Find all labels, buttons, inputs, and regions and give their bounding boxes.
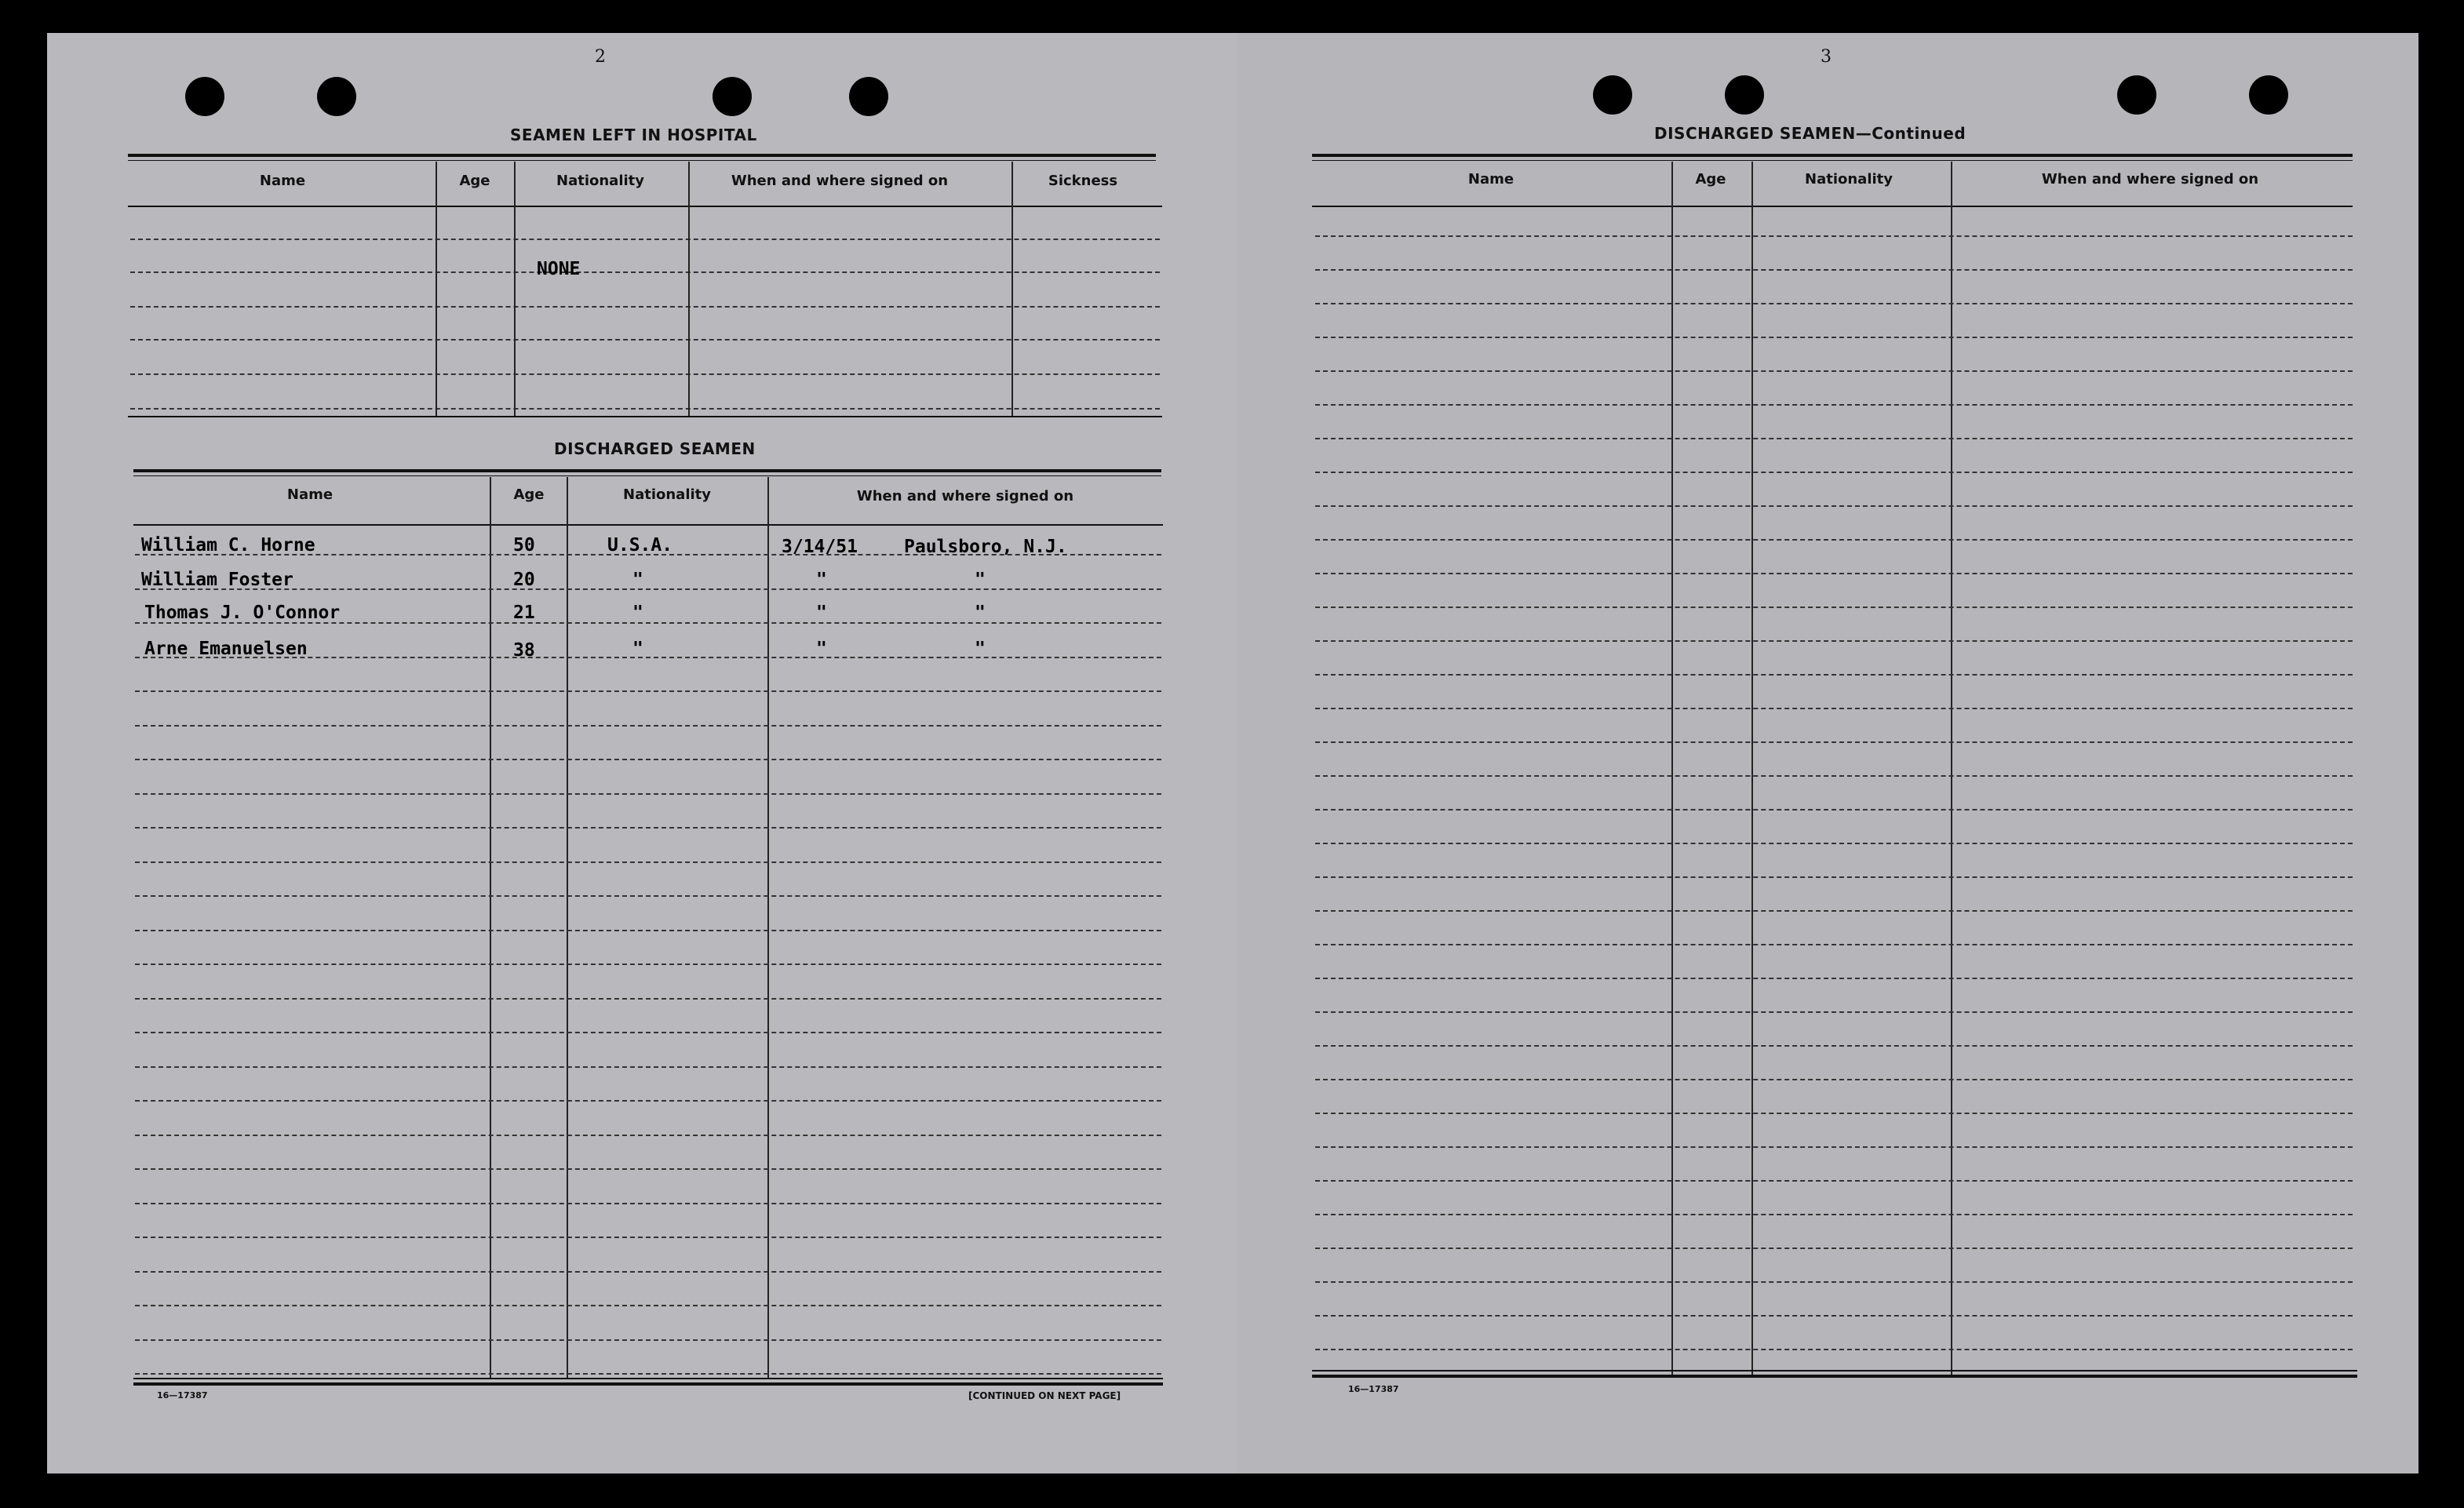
entry-line <box>1315 1315 2353 1317</box>
entry-line <box>135 1135 1161 1136</box>
entry-line <box>1315 539 2353 541</box>
entry-line <box>135 930 1161 931</box>
entry-line <box>1315 910 2353 912</box>
right-page <box>1237 33 2418 1473</box>
header-rule <box>1312 206 2353 207</box>
entry-line <box>1315 1079 2353 1080</box>
entry-line <box>130 373 1160 375</box>
col-header-signed-on: When and where signed on <box>856 488 1074 504</box>
seaman-age: 21 <box>513 603 535 623</box>
entry-line <box>135 1066 1161 1068</box>
entry-line <box>135 895 1161 897</box>
seaman-signed-place: " <box>975 639 986 659</box>
col-header-nationality: Nationality <box>623 486 711 503</box>
entry-line <box>130 339 1160 341</box>
seaman-name: William C. Horne <box>141 535 315 555</box>
entry-line <box>1315 337 2353 338</box>
seaman-age: 20 <box>513 570 535 590</box>
col-header-name: Name <box>1467 171 1514 188</box>
entry-line <box>1315 775 2353 777</box>
entry-line <box>1315 606 2353 608</box>
top-rule <box>128 154 1156 157</box>
continued-note: [CONTINUED ON NEXT PAGE] <box>968 1390 1121 1401</box>
entry-line <box>1315 438 2353 439</box>
entry-line <box>1315 741 2353 743</box>
entry-line <box>1315 235 2353 237</box>
col-header-signed-on: When and where signed on <box>2041 171 2259 188</box>
section-bottom-rule <box>128 416 1162 417</box>
header-rule <box>128 206 1162 207</box>
top-rule <box>1312 160 2353 161</box>
seaman-nationality: " <box>632 603 643 623</box>
entry-line <box>1315 843 2353 844</box>
column-divider <box>1751 162 1753 1375</box>
entry-line <box>1315 370 2353 372</box>
entry-line <box>1315 505 2353 507</box>
entry-line <box>135 1032 1161 1033</box>
col-header-nationality: Nationality <box>556 173 644 189</box>
entry-line <box>130 271 1160 273</box>
entry-line <box>135 998 1161 1000</box>
hospital-none-entry: NONE <box>537 259 581 279</box>
entry-line <box>1315 1248 2353 1249</box>
seaman-signed-place: Paulsboro, N.J. <box>904 537 1067 557</box>
entry-line <box>135 1100 1161 1102</box>
entry-line <box>135 1339 1161 1341</box>
column-divider <box>490 477 491 1379</box>
seaman-name: William Foster <box>141 570 293 590</box>
entry-line <box>1315 472 2353 473</box>
punch-hole <box>1725 75 1764 115</box>
entry-line <box>130 306 1160 308</box>
col-header-signed-on: When and where signed on <box>731 173 949 189</box>
entry-line <box>135 1203 1161 1204</box>
col-header-nationality: Nationality <box>1805 171 1893 188</box>
entry-line <box>135 793 1161 795</box>
column-divider <box>1951 162 1952 1375</box>
punch-hole <box>713 77 752 116</box>
seaman-nationality: " <box>632 570 643 590</box>
punch-hole <box>317 77 356 116</box>
entry-line <box>1315 1180 2353 1182</box>
entry-line <box>135 690 1161 692</box>
entry-line <box>1315 404 2353 406</box>
seaman-signed-date: " <box>816 603 827 623</box>
col-header-age: Age <box>1695 171 1726 188</box>
seaman-nationality: U.S.A. <box>607 535 673 555</box>
seaman-signed-date: " <box>816 570 827 590</box>
punch-hole <box>2117 75 2156 115</box>
column-divider <box>567 477 568 1379</box>
punch-hole <box>849 77 888 116</box>
column-divider <box>436 162 437 416</box>
discharged-top-rule <box>133 475 1161 476</box>
entry-line <box>135 1271 1161 1273</box>
entry-line <box>1315 303 2353 304</box>
entry-line <box>1315 1146 2353 1148</box>
column-divider <box>767 477 769 1379</box>
bottom-rule <box>133 1382 1163 1386</box>
discharged-top-rule <box>133 469 1161 472</box>
entry-line <box>1315 876 2353 878</box>
entry-line <box>135 1237 1161 1238</box>
entry-line <box>1315 573 2353 574</box>
entry-line <box>1315 978 2353 979</box>
entry-line <box>1315 1045 2353 1047</box>
seaman-signed-date: " <box>816 639 827 659</box>
col-header-name: Name <box>286 486 334 503</box>
column-divider <box>514 162 516 416</box>
bottom-rule <box>1312 1375 2357 1378</box>
seaman-signed-place: " <box>975 603 986 623</box>
entry-line <box>1315 1113 2353 1114</box>
entry-line <box>135 725 1161 727</box>
form-number: 16—17387 <box>157 1390 208 1401</box>
punch-hole <box>185 77 224 116</box>
entry-line <box>1315 708 2353 709</box>
page-number: 2 <box>595 47 606 67</box>
discharged-continued-title: DISCHARGED SEAMEN—Continued <box>1654 124 1966 143</box>
col-header-name: Name <box>259 173 306 189</box>
seaman-signed-date: 3/14/51 <box>782 537 858 557</box>
seaman-nationality: " <box>632 639 643 659</box>
seaman-name: Arne Emanuelsen <box>144 639 308 659</box>
col-header-sickness: Sickness <box>1048 173 1118 189</box>
punch-hole <box>2249 75 2288 115</box>
col-header-age: Age <box>513 486 545 503</box>
entry-line <box>130 239 1160 240</box>
entry-line <box>1315 1349 2353 1350</box>
seaman-age: 38 <box>513 640 535 661</box>
column-divider <box>688 162 690 416</box>
column-divider <box>1011 162 1013 416</box>
entry-line <box>135 1373 1161 1375</box>
entry-line <box>1315 674 2353 676</box>
entry-line <box>135 1168 1161 1170</box>
bottom-rule <box>133 1378 1163 1379</box>
page-number: 3 <box>1821 47 1832 67</box>
left-page <box>47 33 1237 1473</box>
bottom-rule <box>1312 1370 2357 1371</box>
seaman-name: Thomas J. O'Connor <box>144 603 341 623</box>
entry-line <box>1315 1281 2353 1283</box>
entry-line <box>1315 1011 2353 1013</box>
entry-line <box>1315 809 2353 810</box>
entry-line <box>130 408 1160 410</box>
entry-line <box>135 1305 1161 1306</box>
entry-line <box>135 963 1161 965</box>
hospital-section-title: SEAMEN LEFT IN HOSPITAL <box>510 126 757 144</box>
entry-line <box>1315 269 2353 271</box>
discharged-section-title: DISCHARGED SEAMEN <box>554 439 756 458</box>
punch-hole <box>1593 75 1632 115</box>
entry-line <box>135 759 1161 760</box>
col-header-age: Age <box>459 173 490 189</box>
entry-line <box>135 827 1161 829</box>
top-rule <box>1312 154 2353 157</box>
header-rule <box>133 524 1163 526</box>
form-number: 16—17387 <box>1348 1384 1399 1394</box>
entry-line <box>1315 1214 2353 1215</box>
seaman-age: 50 <box>513 535 535 555</box>
entry-line <box>135 861 1161 863</box>
entry-line <box>1315 640 2353 642</box>
seaman-signed-place: " <box>975 570 986 590</box>
entry-line <box>1315 944 2353 945</box>
column-divider <box>1671 162 1673 1375</box>
top-rule <box>128 160 1156 161</box>
